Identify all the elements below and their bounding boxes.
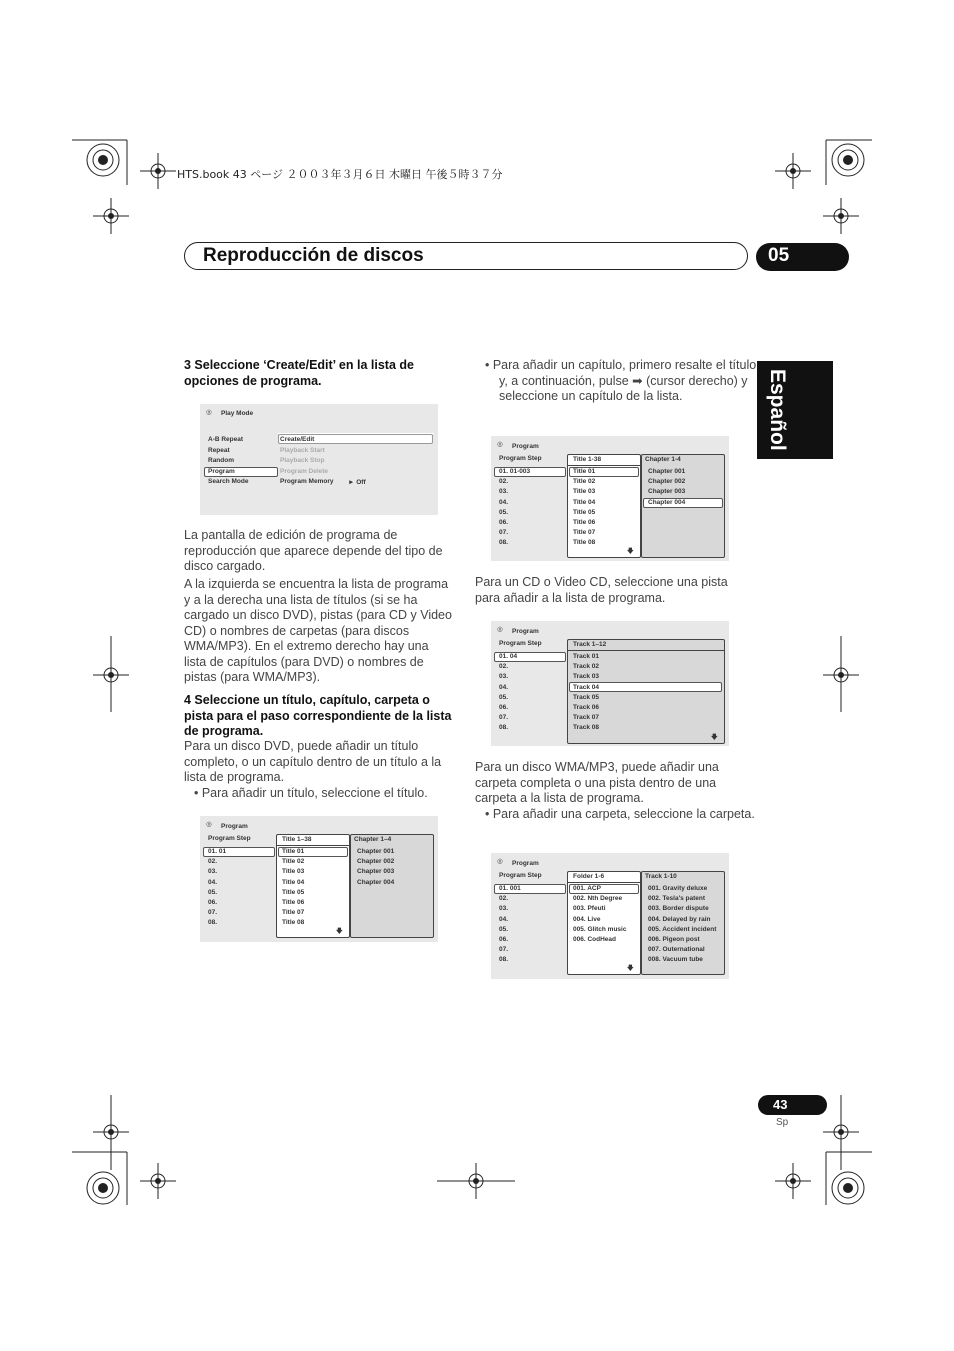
program-step: 08. [499,956,509,964]
disc-icon: ◎ [497,626,503,633]
sublist-item: 001. Gravity deluxe [648,885,708,892]
list-item: Title 01 [282,848,305,855]
program-step: 08. [208,919,218,927]
language-label: Español [766,369,789,451]
program-step: 01. 01-003 [499,468,531,475]
sublist-item: 006. Pigeon post [648,936,700,943]
screen-dvd-chapter [491,436,729,561]
disc-icon: ◎ [206,821,212,828]
program-step: 03. [499,905,509,913]
program-step: 04. [499,915,509,923]
list-item: Title 06 [573,519,596,526]
list-item: Title 08 [573,539,596,547]
sublist-item: Chapter 002 [648,478,686,486]
sublist-header: Chapter 1–4 [354,836,392,843]
submenu-item: Program Delete [280,467,329,475]
program-step: 02. [499,895,509,903]
chapter-badge [756,243,849,271]
program-step: 01. 01 [208,848,227,855]
program-step: 07. [208,909,218,917]
memory-value: ► Off [348,479,366,486]
sublist-item: Chapter 001 [648,468,686,475]
screen-title: Program [512,860,539,867]
program-step: 04. [499,498,509,506]
program-step-label: Program Step [208,835,251,842]
list-item: 006. CodHead [573,936,616,943]
list-header: Title 1-38 [573,456,602,463]
program-step: 08. [499,539,509,547]
paragraph-3: Para un disco DVD, puede añadir un título completo, o un capítulo dentro de un título a la lista de programa. [184,739,442,784]
list-item: Title 04 [282,878,305,886]
program-step: 06. [499,936,509,943]
chapter-number: 05 [768,245,790,266]
sublist-item: 007. Outernational [648,946,705,954]
paragraph-5: Para un disco WMA/MP3, puede añadir una carpeta completa o una pista dentro de una carpeta a la lista de programa. [475,760,719,805]
sublist-item: Chapter 003 [648,488,686,496]
disc-icon: ◎ [206,409,212,416]
program-step: 02. [499,663,509,671]
program-step: 06. [499,519,509,526]
submenu-item: Program Memory [280,478,334,486]
sublist-item: 003. Border dispute [648,905,709,913]
program-step-label: Program Step [499,455,542,462]
program-step: 03. [499,488,509,496]
screen-title: Program [221,823,248,830]
program-step: 05. [208,888,218,896]
sublist-item: Chapter 004 [648,498,686,506]
program-step: 03. [499,673,509,681]
screen-play-mode [200,404,438,515]
list-item: 003. Pfeuti [573,905,606,913]
sublist-header: Track 1-10 [645,873,677,880]
program-step: 04. [499,683,509,691]
program-step-label: Program Step [499,640,542,647]
list-header: Track 1–12 [573,641,607,648]
program-step: 08. [499,724,509,732]
list-item: Title 08 [282,919,305,927]
section-title-bar [184,242,748,270]
list-item: 004. Live [573,915,601,923]
sublist-item: Chapter 001 [357,848,395,855]
list-item: Track 08 [573,724,600,732]
list-item: Title 06 [282,899,305,906]
step-4: 4 Seleccione un título, capítulo, carpeta o pista para el paso correspondiente de la lista de programa. [184,693,452,738]
screen-title: Program [512,443,539,450]
list-item: Title 02 [282,858,305,866]
menu-item: A-B Repeat [208,436,244,443]
submenu-item: Create/Edit [280,436,315,443]
list-item: Track 06 [573,704,600,711]
program-step: 02. [499,478,509,486]
list-item: Title 02 [573,478,596,486]
page-number-badge [758,1095,827,1115]
sublist-item: Chapter 002 [357,858,395,866]
menu-item: Repeat [208,446,230,454]
list-item: Title 01 [573,468,596,475]
list-item: Track 03 [573,673,600,681]
language-code: Sp [776,1117,789,1128]
screen-title: Program [512,628,539,635]
list-item: Track 02 [573,663,600,671]
list-item: 001. ACP [573,885,601,892]
bullet-title: • Para añadir un título, seleccione el título. [194,786,428,800]
list-item: Track 07 [573,714,600,722]
paragraph-1: La pantalla de edición de programa de reproducción que aparece depende del tipo de disco cargado. [184,528,443,573]
list-header: Title 1–38 [282,836,312,843]
page-number: 43 [773,1097,788,1112]
program-step: 02. [208,858,218,866]
sublist-item: 005. Accident incident [648,925,717,933]
program-step: 06. [499,704,509,711]
bullet-folder: • Para añadir una carpeta, seleccione la carpeta. [485,807,755,821]
screen-title: Play Mode [221,410,254,417]
sublist-item: Chapter 003 [357,868,395,876]
sublist-header: Chapter 1-4 [645,456,681,463]
program-step: 05. [499,693,509,701]
menu-item: Search Mode [208,478,249,486]
screen-mp3 [491,853,729,979]
list-item: 002. Nth Degree [573,895,623,903]
list-item: Title 05 [573,508,596,516]
down-arrow-icon: 🡇 [627,548,634,555]
sublist-item: 008. Vacuum tube [648,956,703,964]
program-step: 07. [499,529,509,537]
sublist-item: 002. Tesla's patent [648,895,706,903]
sublist-item: Chapter 004 [357,878,395,886]
menu-item: Random [208,457,234,465]
bullet-chapter: • Para añadir un capítulo, primero resalte el título y, a continuación, pulse ➡ (cursor derecho) y seleccione un capítulo de la lista. [485,358,757,403]
disc-icon: ◎ [497,858,503,865]
down-arrow-icon: 🡇 [336,928,343,935]
list-item: Title 04 [573,498,596,506]
paragraph-4: Para un CD o Video CD, seleccione una pista para añadir a la lista de programa. [475,575,728,605]
list-item: Title 07 [573,529,596,537]
submenu-item: Playback Stop [280,457,325,465]
menu-item: Program [208,467,235,475]
section-title: Reproducción de discos [203,245,424,266]
list-item: Track 01 [573,653,600,660]
print-header: HTS.book 43 ページ ２００３年３月６日 木曜日 午後５時３７分 [177,168,503,181]
screen-dvd-title [200,816,438,942]
program-step: 06. [208,899,218,906]
disc-icon: ◎ [497,441,503,448]
list-item: 005. Glitch music [573,925,627,933]
list-item: Track 05 [573,693,600,701]
program-step: 01. 001 [499,885,521,892]
program-step-label: Program Step [499,872,542,879]
program-step: 07. [499,946,509,954]
list-item: Title 03 [282,868,305,876]
list-item: Title 05 [282,888,305,896]
screen-cd [491,621,729,746]
step-3: 3 Seleccione ‘Create/Edit’ en la lista de opciones de programa. [184,358,414,388]
list-item: Track 04 [573,683,600,691]
list-item: Title 07 [282,909,305,917]
program-step: 01. 04 [499,653,518,660]
paragraph-2: A la izquierda se encuentra la lista de programa y a la derecha una lista de títulos (si se ha cargado un disco DVD), pistas (para CD y Video CD) o nombres de carpetas (para discos WMA/MP3). En el extremo derecho hay una lista de capítulos (para DVD) o nombres de pistas (para WMA/MP3). [184,577,452,684]
sublist-item: 004. Delayed by rain [648,915,711,923]
down-arrow-icon: 🡇 [711,734,718,741]
program-step: 05. [499,508,509,516]
language-tab [757,361,833,459]
program-step: 05. [499,925,509,933]
program-step: 03. [208,868,218,876]
program-step: 04. [208,878,218,886]
down-arrow-icon: 🡇 [627,965,634,972]
submenu-item: Playback Start [280,446,325,454]
program-step: 07. [499,714,509,722]
list-item: Title 03 [573,488,596,496]
list-header: Folder 1-6 [573,873,605,880]
